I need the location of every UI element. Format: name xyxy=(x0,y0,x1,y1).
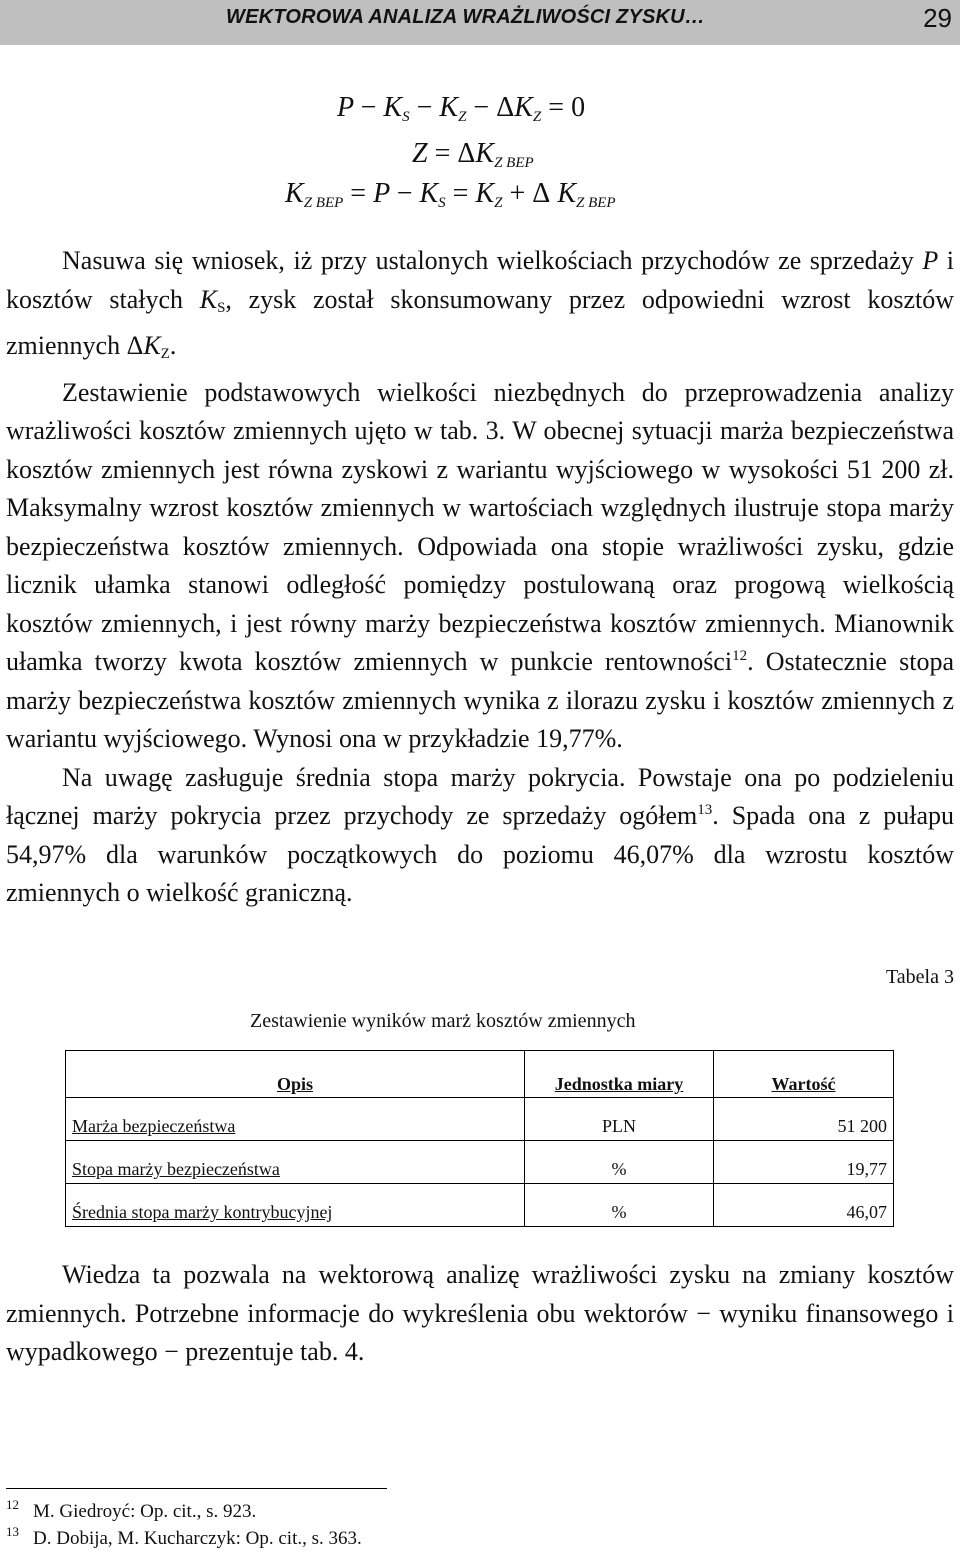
page-number: 29 xyxy=(923,3,952,33)
footnote-separator xyxy=(6,1488,387,1489)
table-row xyxy=(66,1098,894,1141)
table-header-cell: Wartość xyxy=(714,1051,894,1098)
table-row xyxy=(66,1184,894,1227)
body-text-upper xyxy=(6,242,954,913)
running-header-title: WEKTOROWA ANALIZA WRAŻLIWOŚCI ZYSKU… xyxy=(226,6,706,28)
table-cell: % xyxy=(525,1184,714,1227)
table-cell: Średnia stopa marży kontrybucyjnej xyxy=(66,1184,525,1227)
table-header-row xyxy=(66,1051,894,1098)
table-label: Tabela 3 xyxy=(885,966,954,988)
footnote-12 xyxy=(6,1497,256,1523)
table-header-cell: Opis xyxy=(66,1051,525,1098)
footnote-ref-12: 12 xyxy=(732,648,748,664)
results-table xyxy=(65,1050,894,1227)
footnote-number: 12 xyxy=(6,1497,19,1512)
paragraph-4: Wiedza ta pozwala na wektorową analizę wrażliwości zysku na zmiany kosztów zmiennych. Potrzebne informacje do wykreślenia obu wektorów − wyniku finansowego i wypadkowego − prezentuje tab. 4. xyxy=(6,1260,954,1366)
body-text-lower xyxy=(6,1256,954,1372)
table-cell: PLN xyxy=(525,1098,714,1141)
table-cell: 46,07 xyxy=(714,1184,894,1227)
equation-3: $K_{Z BEP} = P - K_S = K_Z + \Delta$ $K_{Z BEP}$ xyxy=(285,178,616,211)
paragraph-3: Na uwagę zasługuje średnia stopa marży pokrycia. Powstaje ona po podzieleniu łącznej marży pokrycia przez przychody ze sprzedaży ogółem$^{13}$. Spada ona z pułapu 54,97% dla warunków początkowych do poziomu 46,07% dla wzrostu kosztów zmiennych o wielkość graniczną. xyxy=(6,762,954,907)
table-cell: Stopa marży bezpieczeństwa xyxy=(66,1141,525,1184)
footnote-ref-13: 13 xyxy=(697,802,713,818)
equation-2: $Z = \Delta K_{Z BEP}$ xyxy=(412,138,534,171)
footnote-text: D. Dobija, M. Kucharczyk: Op. cit., s. 363. xyxy=(33,1528,362,1549)
table-cell: 19,77 xyxy=(714,1141,894,1184)
footnote-number: 13 xyxy=(6,1524,19,1539)
footnote-text: M. Giedroyć: Op. cit., s. 923. xyxy=(33,1501,257,1522)
table-header-cell: Jednostka miary xyxy=(525,1051,714,1098)
paragraph-1: Nasuwa się wniosek, iż przy ustalonych wielkościach przychodów ze sprzedaży P i kosztów stałych $K_S$, zysk został skonsumowany przez odpowiedni wzrost kosztów zmiennych $\Delta K_Z$. xyxy=(6,246,954,362)
table-cell: % xyxy=(525,1141,714,1184)
equation-1: $P - K_S - K_Z - \Delta K_Z = 0$ xyxy=(337,92,586,125)
paragraph-2: Zestawienie podstawowych wielkości niezbędnych do przeprowadzenia analizy wrażliwości kosztów zmiennych ujęto w tab. 3. W obecnej sytuacji marża bezpieczeństwa kosztów zmiennych jest równa zyskowi z wariantu wyjściowego w wysokości 51 200 zł. Maksymalny wzrost kosztów zmiennych w wartościach względnych ilustruje stopa marży bezpieczeństwa kosztów zmiennych. Odpowiada ona stopie wrażliwości zysku, gdzie licznik ułamka stanowi odległość pomiędzy postulowaną oraz progową wielkością kosztów zmiennych, i jest równy marży bezpieczeństwa kosztów zmiennych. Mianownik ułamka tworzy kwota kosztów zmiennych w punkcie rentowności$^{12}$. Ostatecznie stopa marży bezpieczeństwa kosztów zmiennych wynika z ilorazu zysku i kosztów zmiennych z wariantu wyjściowego. Wynosi ona w przykładzie 19,77%. xyxy=(6,377,954,753)
table-cell: 51 200 xyxy=(714,1098,894,1141)
table-caption: Zestawienie wyników marż kosztów zmiennych xyxy=(250,1010,636,1032)
table-row xyxy=(66,1141,894,1184)
table-cell: Marża bezpieczeństwa xyxy=(66,1098,525,1141)
running-header xyxy=(0,0,960,45)
footnote-13 xyxy=(6,1524,362,1550)
